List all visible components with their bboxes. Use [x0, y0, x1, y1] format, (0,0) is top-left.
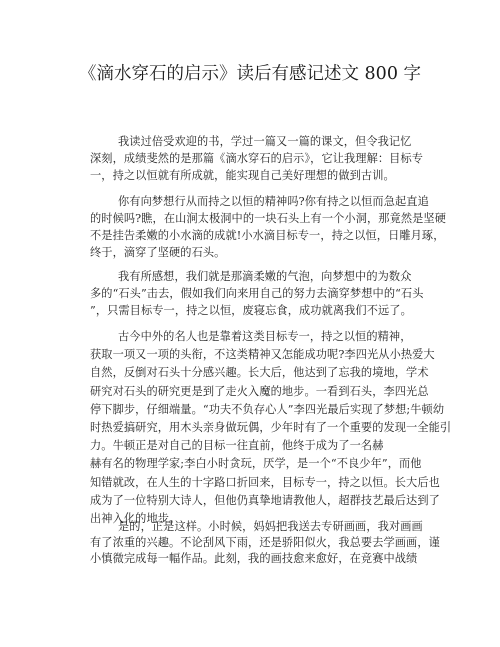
paragraph-line: 成为了一位特别大诗人，但他仍真挚地请教他人，超群技艺最后达到了 [90, 493, 440, 507]
paragraph-line: 赫有名的物理学家;李白小时贪玩，厌学，是一个“不良少年”，而他 [90, 457, 422, 471]
document-title: 《滴水穿石的启示》读后有感记述文 800 字 [78, 64, 422, 84]
paragraph-line: ”，只需目标专一，持之以恒，废寝忘食，成功就离我们不远了。 [90, 304, 412, 317]
paragraph-line: 我读过倍受欢迎的书，学过一篇又一篇的课文，但令我记忆 [118, 135, 412, 148]
paragraph-line: 有了浓重的兴趣。不论刮风下雨，还是骄阳似火，我总要去学画画，谨 [90, 536, 440, 549]
paragraph-line: 不是挂告柔嫩的小水滴的成就!小水滴目标专一，持之以恒，日雕月琢， [90, 229, 445, 242]
paragraph-line: 是的，正是这样。小时候，妈妈把我送去专研画画，我对画画 [118, 520, 423, 533]
paragraph-line: 终于，滴穿了坚硬的石头。 [90, 246, 226, 259]
paragraph-line: 古今中外的名人也是靠着这类目标专一，持之以恒的精神， [118, 330, 412, 343]
paragraph-line: 的时候吗?瞧，在山涧太极洞中的一块石头上有一个小洞，那竟然是坚硬 [90, 212, 447, 225]
paragraph-line: 你有向梦想行从而持之以恒的精神吗?你有持之以恒而急起直追 [118, 195, 429, 208]
paragraph-line: 深刻，成绩斐然的是那篇《滴水穿石的启示》，它让我理解：目标专 [90, 152, 424, 165]
paragraph-line: 我有所感想，我们就是那滴柔嫩的气泡，向梦想中的为数众 [118, 270, 412, 283]
paragraph-line: 获取一项又一项的头衔，不这类精神又怎能成功呢?李四光从小热爱大 [90, 348, 435, 362]
paragraph-line: 一，持之以恒就有所成就，能实现自己美好理想的做到古训。 [90, 169, 395, 182]
paragraph-line: 小慎微完成每一幅作品。此刻，我的画技愈来愈好，在竞赛中战绩 [90, 552, 418, 565]
paragraph-line: 研究对石头的研究更是到了走火入魔的地步。一看到石头，李四光总 [90, 384, 429, 398]
paragraph-line: 自然，反倒对石头十分感兴趣。长大后，他达到了忘我的境地，学术 [90, 366, 429, 380]
paragraph-line: 时热爱搞研究，用木头亲身做玩偶，少年时有了一个重要的发现一全能引 [90, 421, 452, 434]
paragraph-line: 停下脚步，仔细端量。“功夫不负存心人”李四光最后实现了梦想;牛顿幼 [90, 402, 445, 416]
paragraph-line: 出神入化的地步。 [90, 512, 181, 525]
paragraph-line: 力。牛顿正是对自己的目标一往直前，他终于成为了一名赫 [90, 439, 384, 453]
paragraph-line: 多的“石头”击去，假如我们向来用自己的努力去滴穿梦想中的“石头 [90, 287, 424, 300]
paragraph-line: 知错就改，在人生的十字路口折回来，目标专一，持之以恒。长大后也 [90, 475, 440, 489]
